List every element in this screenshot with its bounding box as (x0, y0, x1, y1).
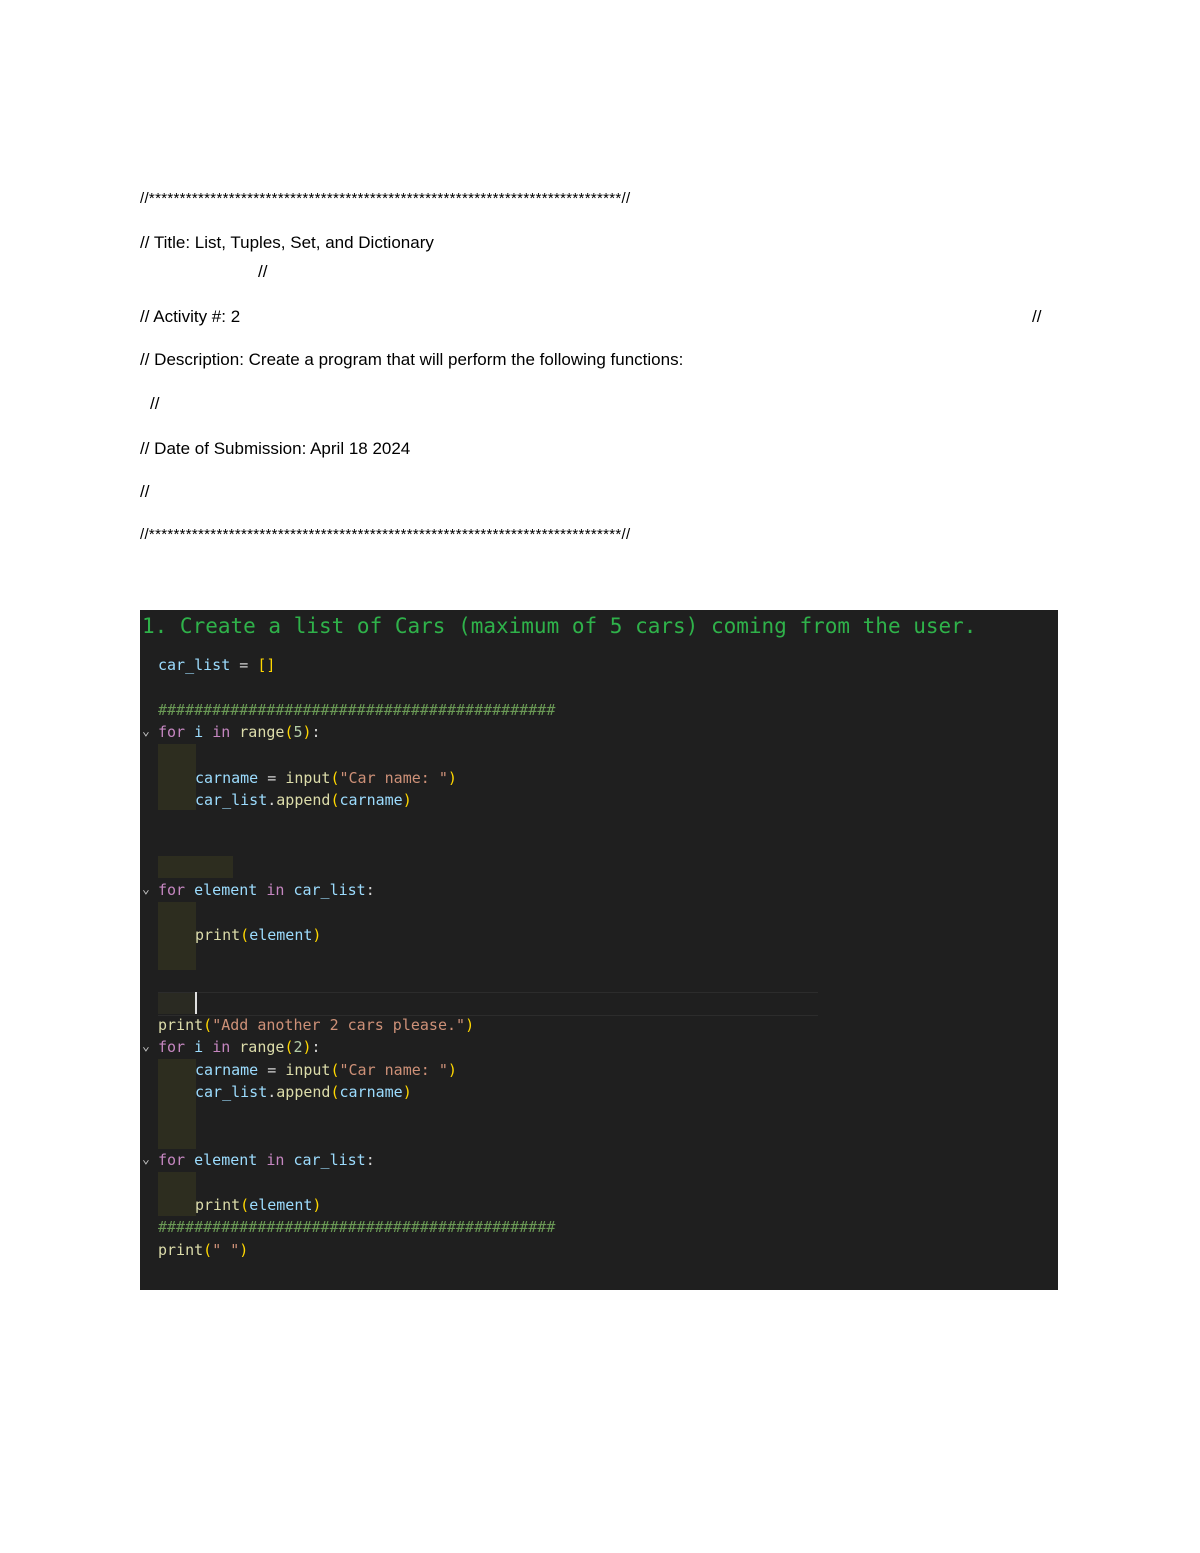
code-heading: 1. Create a list of Cars (maximum of 5 cars) coming from the user. (142, 614, 977, 638)
description-trail: // (150, 394, 160, 413)
header-border-top: //*****************************************************************************// (140, 190, 631, 207)
title-trail: // (258, 262, 268, 281)
title-line: // Title: List, Tuples, Set, and Dictionary (140, 233, 434, 252)
code-line-append-carname-2: car_list.append(carname) (195, 1083, 412, 1101)
code-line-final-print: print(" ") (158, 1241, 249, 1259)
indent-guide (158, 744, 196, 810)
indent-guide (158, 1172, 196, 1216)
code-line-print-add-more: print("Add another 2 cars please.") (158, 1016, 475, 1034)
date-line: // Date of Submission: April 18 2024 (140, 439, 411, 458)
text-cursor (195, 992, 197, 1014)
code-line-for-element: for element in car_list: (158, 881, 375, 899)
code-editor-panel (140, 610, 1058, 1290)
current-line-highlight (158, 992, 818, 1016)
fold-chevron-icon[interactable]: ⌄ (142, 1152, 150, 1167)
code-line-hash-comment-2: ############################################ (158, 1218, 556, 1236)
fold-chevron-icon[interactable]: ⌄ (142, 882, 150, 897)
code-line-hash-comment: ############################################ (158, 701, 556, 719)
code-line-for-range-2: for i in range(2): (158, 1038, 321, 1056)
activity-line: // Activity #: 2 (140, 307, 241, 326)
indent-guide (158, 902, 196, 970)
fold-chevron-icon[interactable]: ⌄ (142, 1039, 150, 1054)
description-line: // Description: Create a program that will perform the following functions: (140, 350, 684, 369)
code-line-for-element-2: for element in car_list: (158, 1151, 375, 1169)
date-trail: // (140, 482, 150, 501)
header-border-bottom: //*****************************************************************************// (140, 526, 631, 543)
code-line-print-element: print(element) (195, 926, 322, 944)
code-line-append-carname: car_list.append(carname) (195, 791, 412, 809)
code-line-input-carname: carname = input("Car name: ") (195, 769, 457, 787)
indent-highlight (158, 856, 233, 878)
code-line-car-list: car_list = [] (158, 656, 276, 674)
activity-trail: // (1032, 307, 1042, 326)
code-line-for-range-5: for i in range(5): (158, 723, 321, 741)
code-line-input-carname-2: carname = input("Car name: ") (195, 1061, 457, 1079)
indent-guide (158, 1059, 196, 1149)
fold-chevron-icon[interactable]: ⌄ (142, 724, 150, 739)
code-line-print-element-2: print(element) (195, 1196, 322, 1214)
